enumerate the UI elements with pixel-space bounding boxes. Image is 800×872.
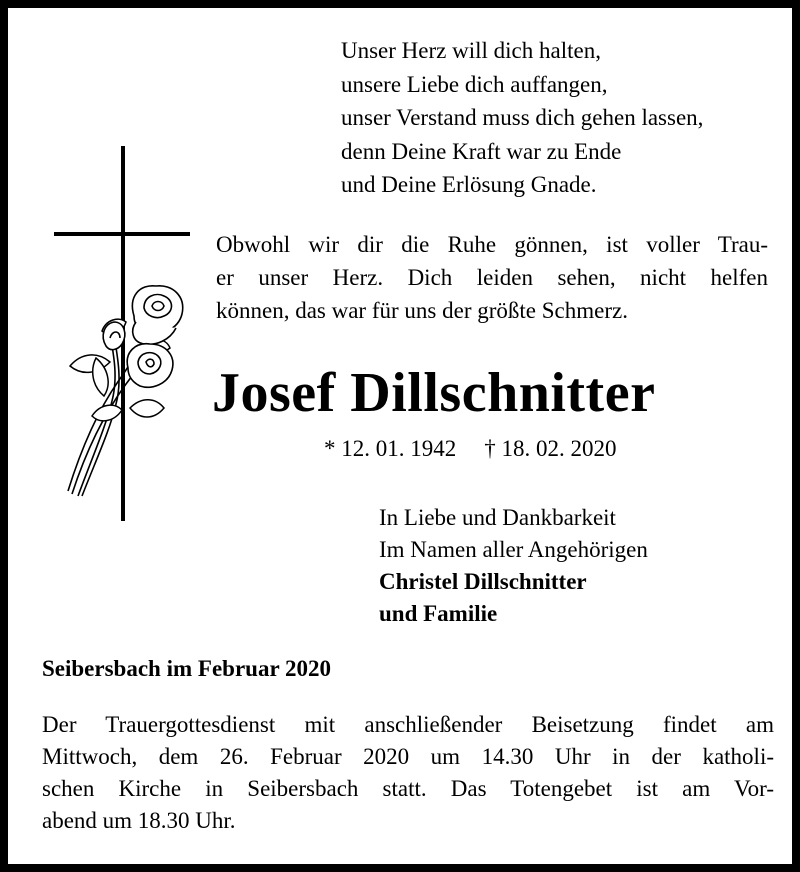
birth-date: * 12. 01. 1942 xyxy=(324,436,457,461)
poem-line: und Deine Erlösung Gnade. xyxy=(341,172,597,197)
service-line: Mittwoch, dem 26. Februar 2020 um 14.30 Uhr in der katholi- xyxy=(42,744,774,769)
place-and-date: Seibersbach im Februar 2020 xyxy=(42,656,331,681)
service-line: abend um 18.30 Uhr. xyxy=(42,808,236,833)
cross-with-roses-icon xyxy=(52,146,202,531)
deceased-name: Josef Dillschnitter xyxy=(212,362,656,424)
signoff-line: Im Namen aller Angehörigen xyxy=(379,537,648,562)
poem-line: unsere Liebe dich auffangen, xyxy=(341,71,608,97)
death-date: † 18. 02. 2020 xyxy=(484,436,617,461)
signoff-line: In Liebe und Dankbarkeit xyxy=(379,505,616,530)
mourner-name: Christel Dillschnitter xyxy=(379,569,587,594)
service-line: schen Kirche in Seibersbach statt. Das Totengebet ist am Vor- xyxy=(42,776,774,801)
verse xyxy=(216,228,768,327)
service-line: Der Trauergottesdienst mit anschließender Beisetzung findet am xyxy=(42,712,774,737)
signoff xyxy=(379,502,648,630)
life-dates xyxy=(324,432,617,466)
poem-line: denn Deine Kraft war zu Ende xyxy=(341,138,622,164)
poem-line: Unser Herz will dich halten, xyxy=(341,38,601,63)
verse-line: können, das war für uns der größte Schmerz. xyxy=(216,298,628,323)
mourner-family: und Familie xyxy=(379,601,498,626)
verse-line: Obwohl wir dir die Ruhe gönnen, ist voller Trau- xyxy=(216,232,768,257)
poem xyxy=(341,34,703,202)
verse-line: er unser Herz. Dich leiden sehen, nicht helfen xyxy=(216,265,768,290)
service-info xyxy=(42,709,774,837)
poem-line: unser Verstand muss dich gehen lassen, xyxy=(341,105,704,130)
